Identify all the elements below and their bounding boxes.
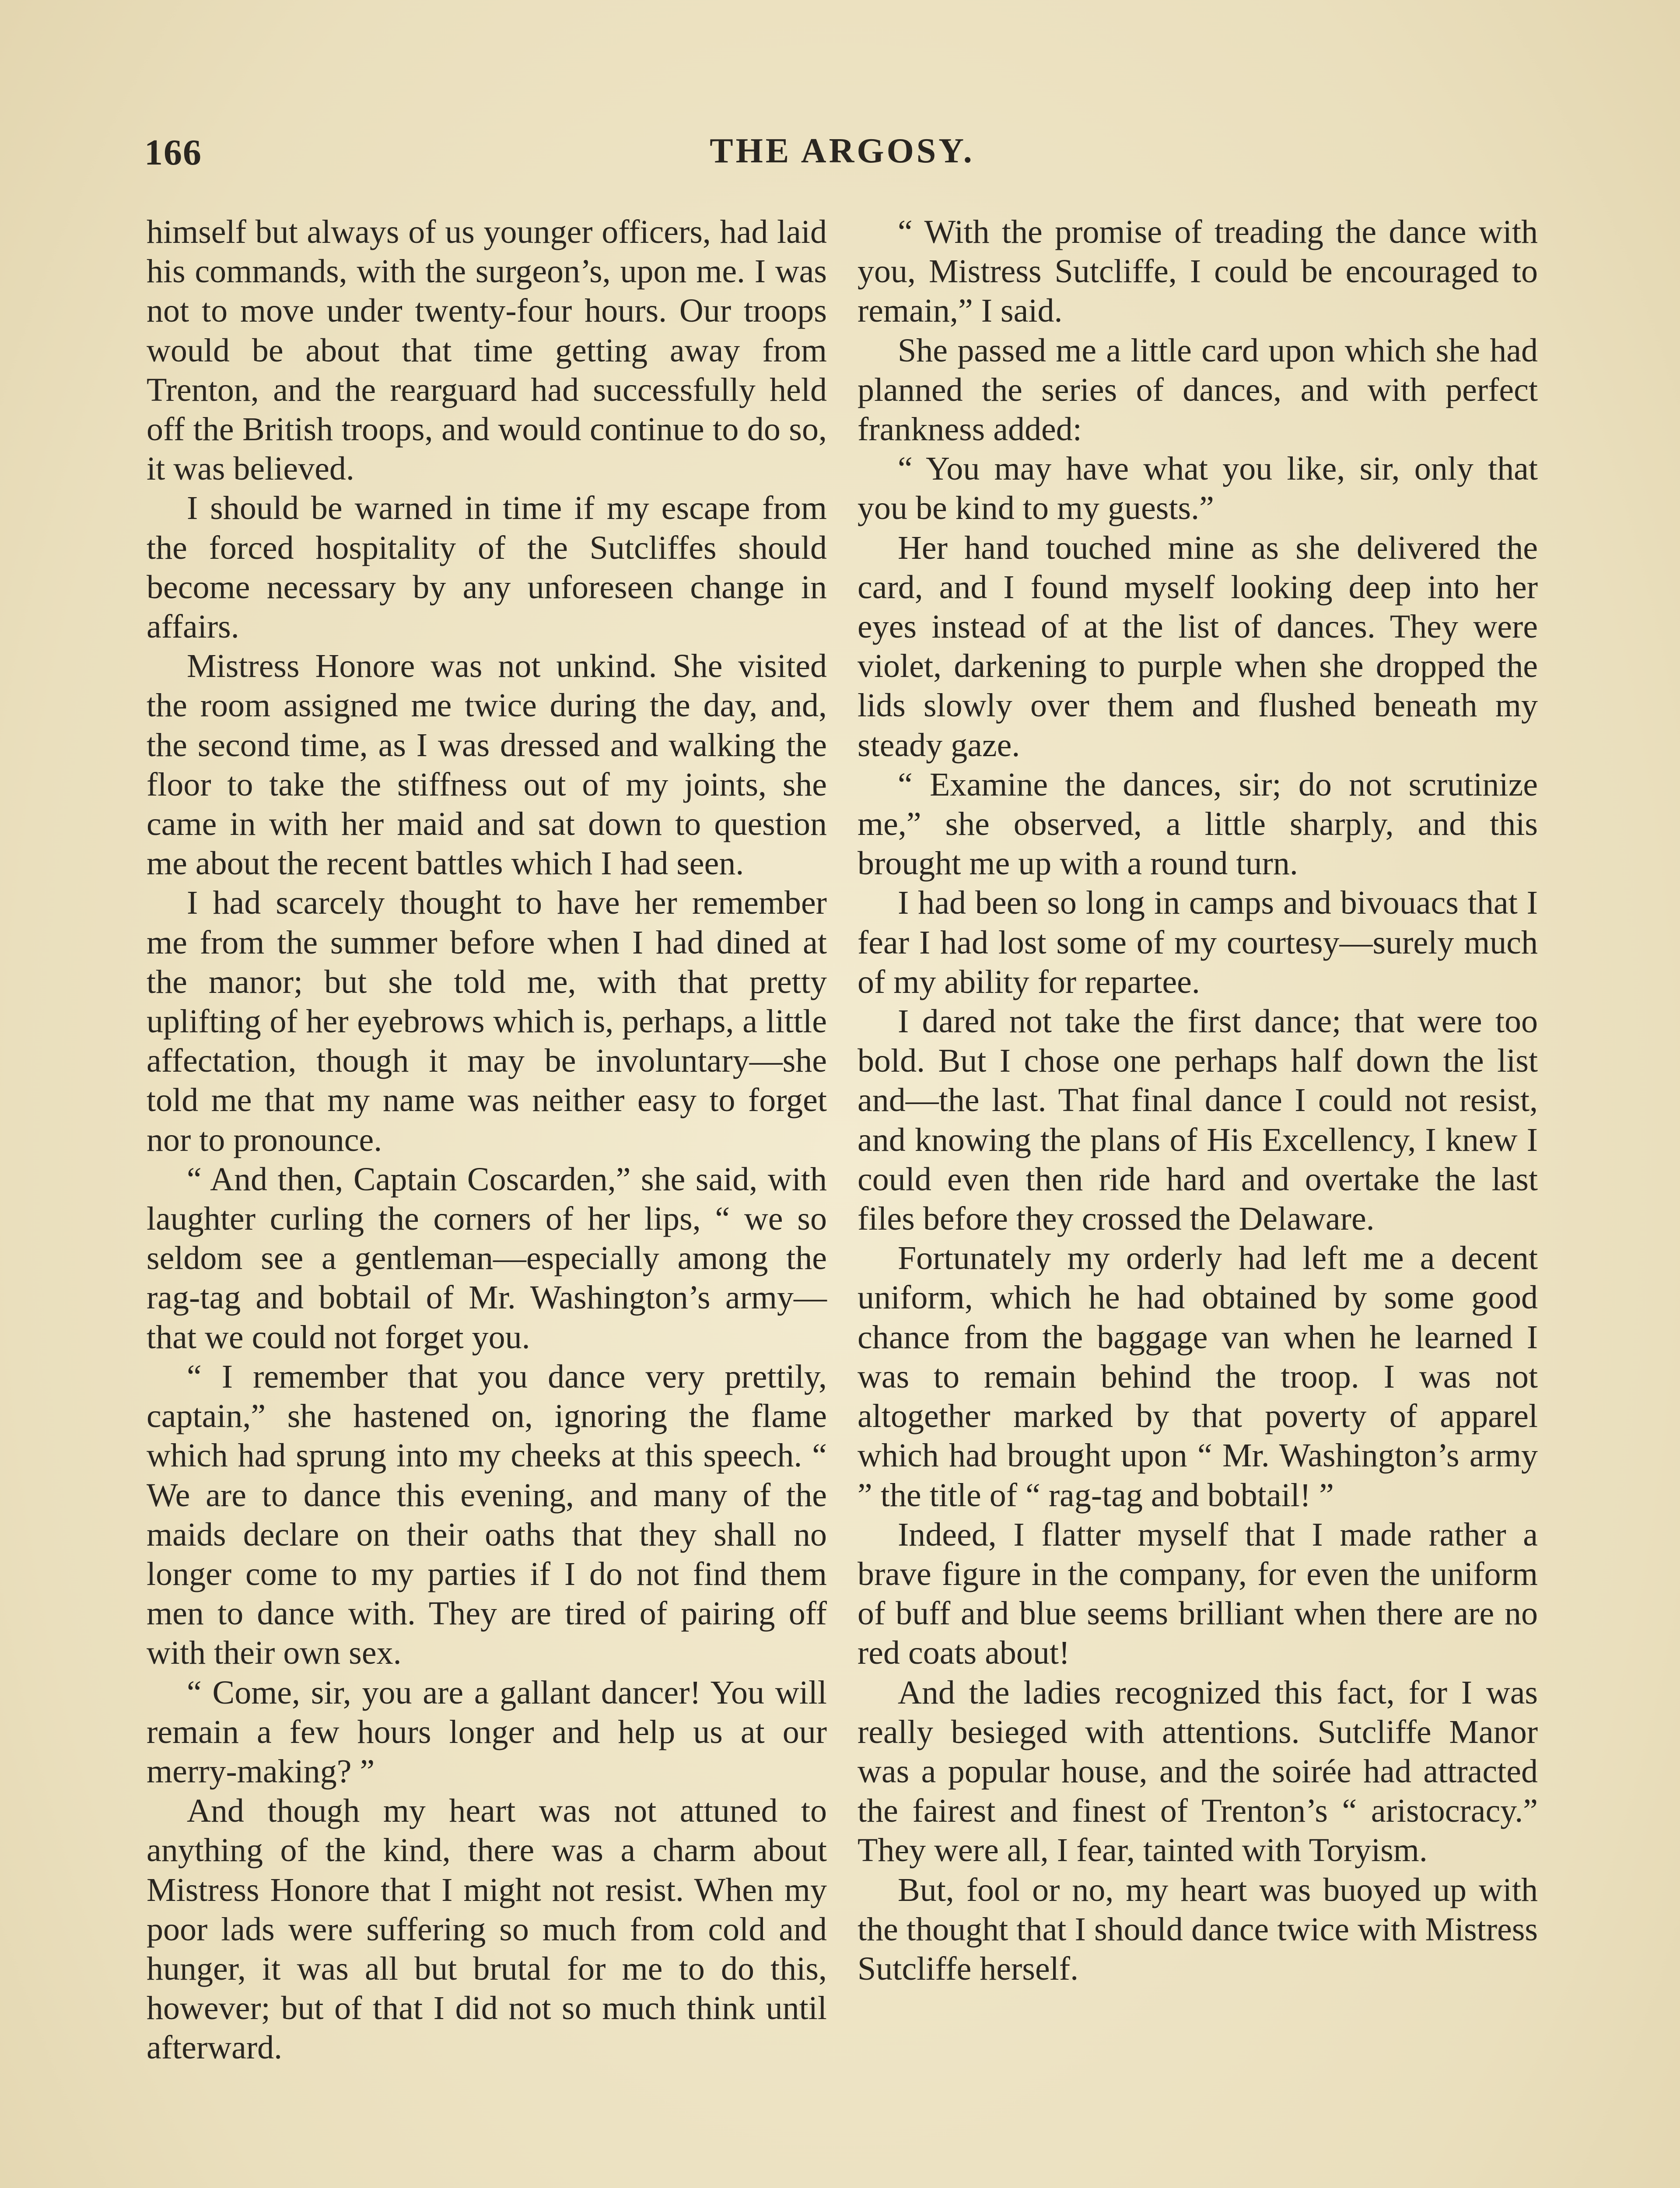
paragraph: I should be warned in time if my escape from the forced hospitality of the Sutcliffes should become necessary by any unforeseen change in affairs. [147, 490, 827, 645]
paragraph: And the ladies recognized this fact, for I was really besieged with attentions. Sutcliffe Manor was a popular house, and the soirée had attracted the fairest and finest of Trenton’s “ aristocracy.” They were all, I fear, tainted with Toryism. [858, 1674, 1538, 1869]
paragraph: And though my heart was not attuned to anything of the kind, there was a charm about Mistress Honore that I might not resist. When my poor lads were suffering so much from cold and hunger, it was all but brutal for me to do this, however; but of that I did not so much think until afterward. [147, 1792, 827, 2066]
paragraph: Mistress Honore was not unkind. She visited the room assigned me twice during the day, and, the second time, as I was dressed and walking the floor to take the stiffness out of my joints, she came in with her maid and sat down to question me about the recent battles which I had seen. [147, 648, 827, 882]
paragraph: “ And then, Captain Coscarden,” she said, with laughter curling the corners of her lips, “ we so seldom see a gentleman—especially among the rag-tag and bobtail of Mr. Washington’s army—that we could not forget you. [147, 1161, 827, 1356]
paragraph: I had scarcely thought to have her remember me from the summer before when I had dined at the manor; but she told me, with that pretty uplifting of her eyebrows which is, perhaps, a little affectation, though it may be involuntary—she told me that my name was neither easy to forget nor to pronounce. [147, 884, 827, 1158]
paragraph: himself but always of us younger officers, had laid his commands, with the surgeon’s, upon me. I was not to move under twenty-four hours. Our troops would be about that time getting away from Trenton, and the rearguard had successfully held off the British troops, and would continue to do so, it was believed. [147, 214, 827, 487]
page-header [144, 131, 1540, 184]
paragraph: “ With the promise of treading the dance with you, Mistress Sutcliffe, I could be encouraged to remain,” I said. [858, 214, 1538, 330]
paragraph: But, fool or no, my heart was buoyed up with the thought that I should dance twice with Mistress Sutcliffe herself. [858, 1871, 1538, 1987]
paragraph: I had been so long in camps and bivouacs that I fear I had lost some of my courtesy—surely much of my ability for repartee. [858, 884, 1538, 1000]
paragraph: “ Come, sir, you are a gallant dancer! You will remain a few hours longer and help us at our merry-making? ” [147, 1674, 827, 1790]
page-number: 166 [144, 132, 202, 173]
left-column [147, 212, 827, 2068]
paragraph: I dared not take the first dance; that were too bold. But I chose one perhaps half down the list and—the last. That final dance I could not resist, and knowing the plans of His Excellency, I knew I could even then ride hard and overtake the last files before they crossed the Delaware. [858, 1003, 1538, 1238]
paragraph: Her hand touched mine as she delivered the card, and I found myself looking deep into her eyes instead of at the list of dances. They were violet, darkening to purple when she dropped the lids slowly over them and flushed beneath my steady gaze. [858, 529, 1538, 764]
paragraph: Fortunately my orderly had left me a decent uniform, which he had obtained by some good chance from the baggage van when he learned I was to remain behind the troop. I was not altogether marked by that poverty of apparel which had brought upon “ Mr. Washington’s army ” the title of “ rag-tag and bobtail! ” [858, 1240, 1538, 1514]
right-column [858, 212, 1538, 1988]
paragraph: Indeed, I flatter myself that I made rather a brave figure in the company, for even the uniform of buff and blue seems brilliant when there are no red coats about! [858, 1516, 1538, 1672]
paragraph: She passed me a little card upon which she had planned the series of dances, and with perfect frankness added: [858, 332, 1538, 448]
running-title: THE ARGOSY. [710, 132, 975, 170]
paragraph: “ Examine the dances, sir; do not scrutinize me,” she observed, a little sharply, and this brought me up with a round turn. [858, 766, 1538, 882]
paragraph: “ I remember that you dance very prettily, captain,” she hastened on, ignoring the flame which had sprung into my cheeks at this speech. “ We are to dance this evening, and many of the maids declare on their oaths that they shall no longer come to my parties if I do not find them men to dance with. They are tired of pairing off with their own sex. [147, 1358, 827, 1672]
paragraph: “ You may have what you like, sir, only that you be kind to my guests.” [858, 450, 1538, 527]
